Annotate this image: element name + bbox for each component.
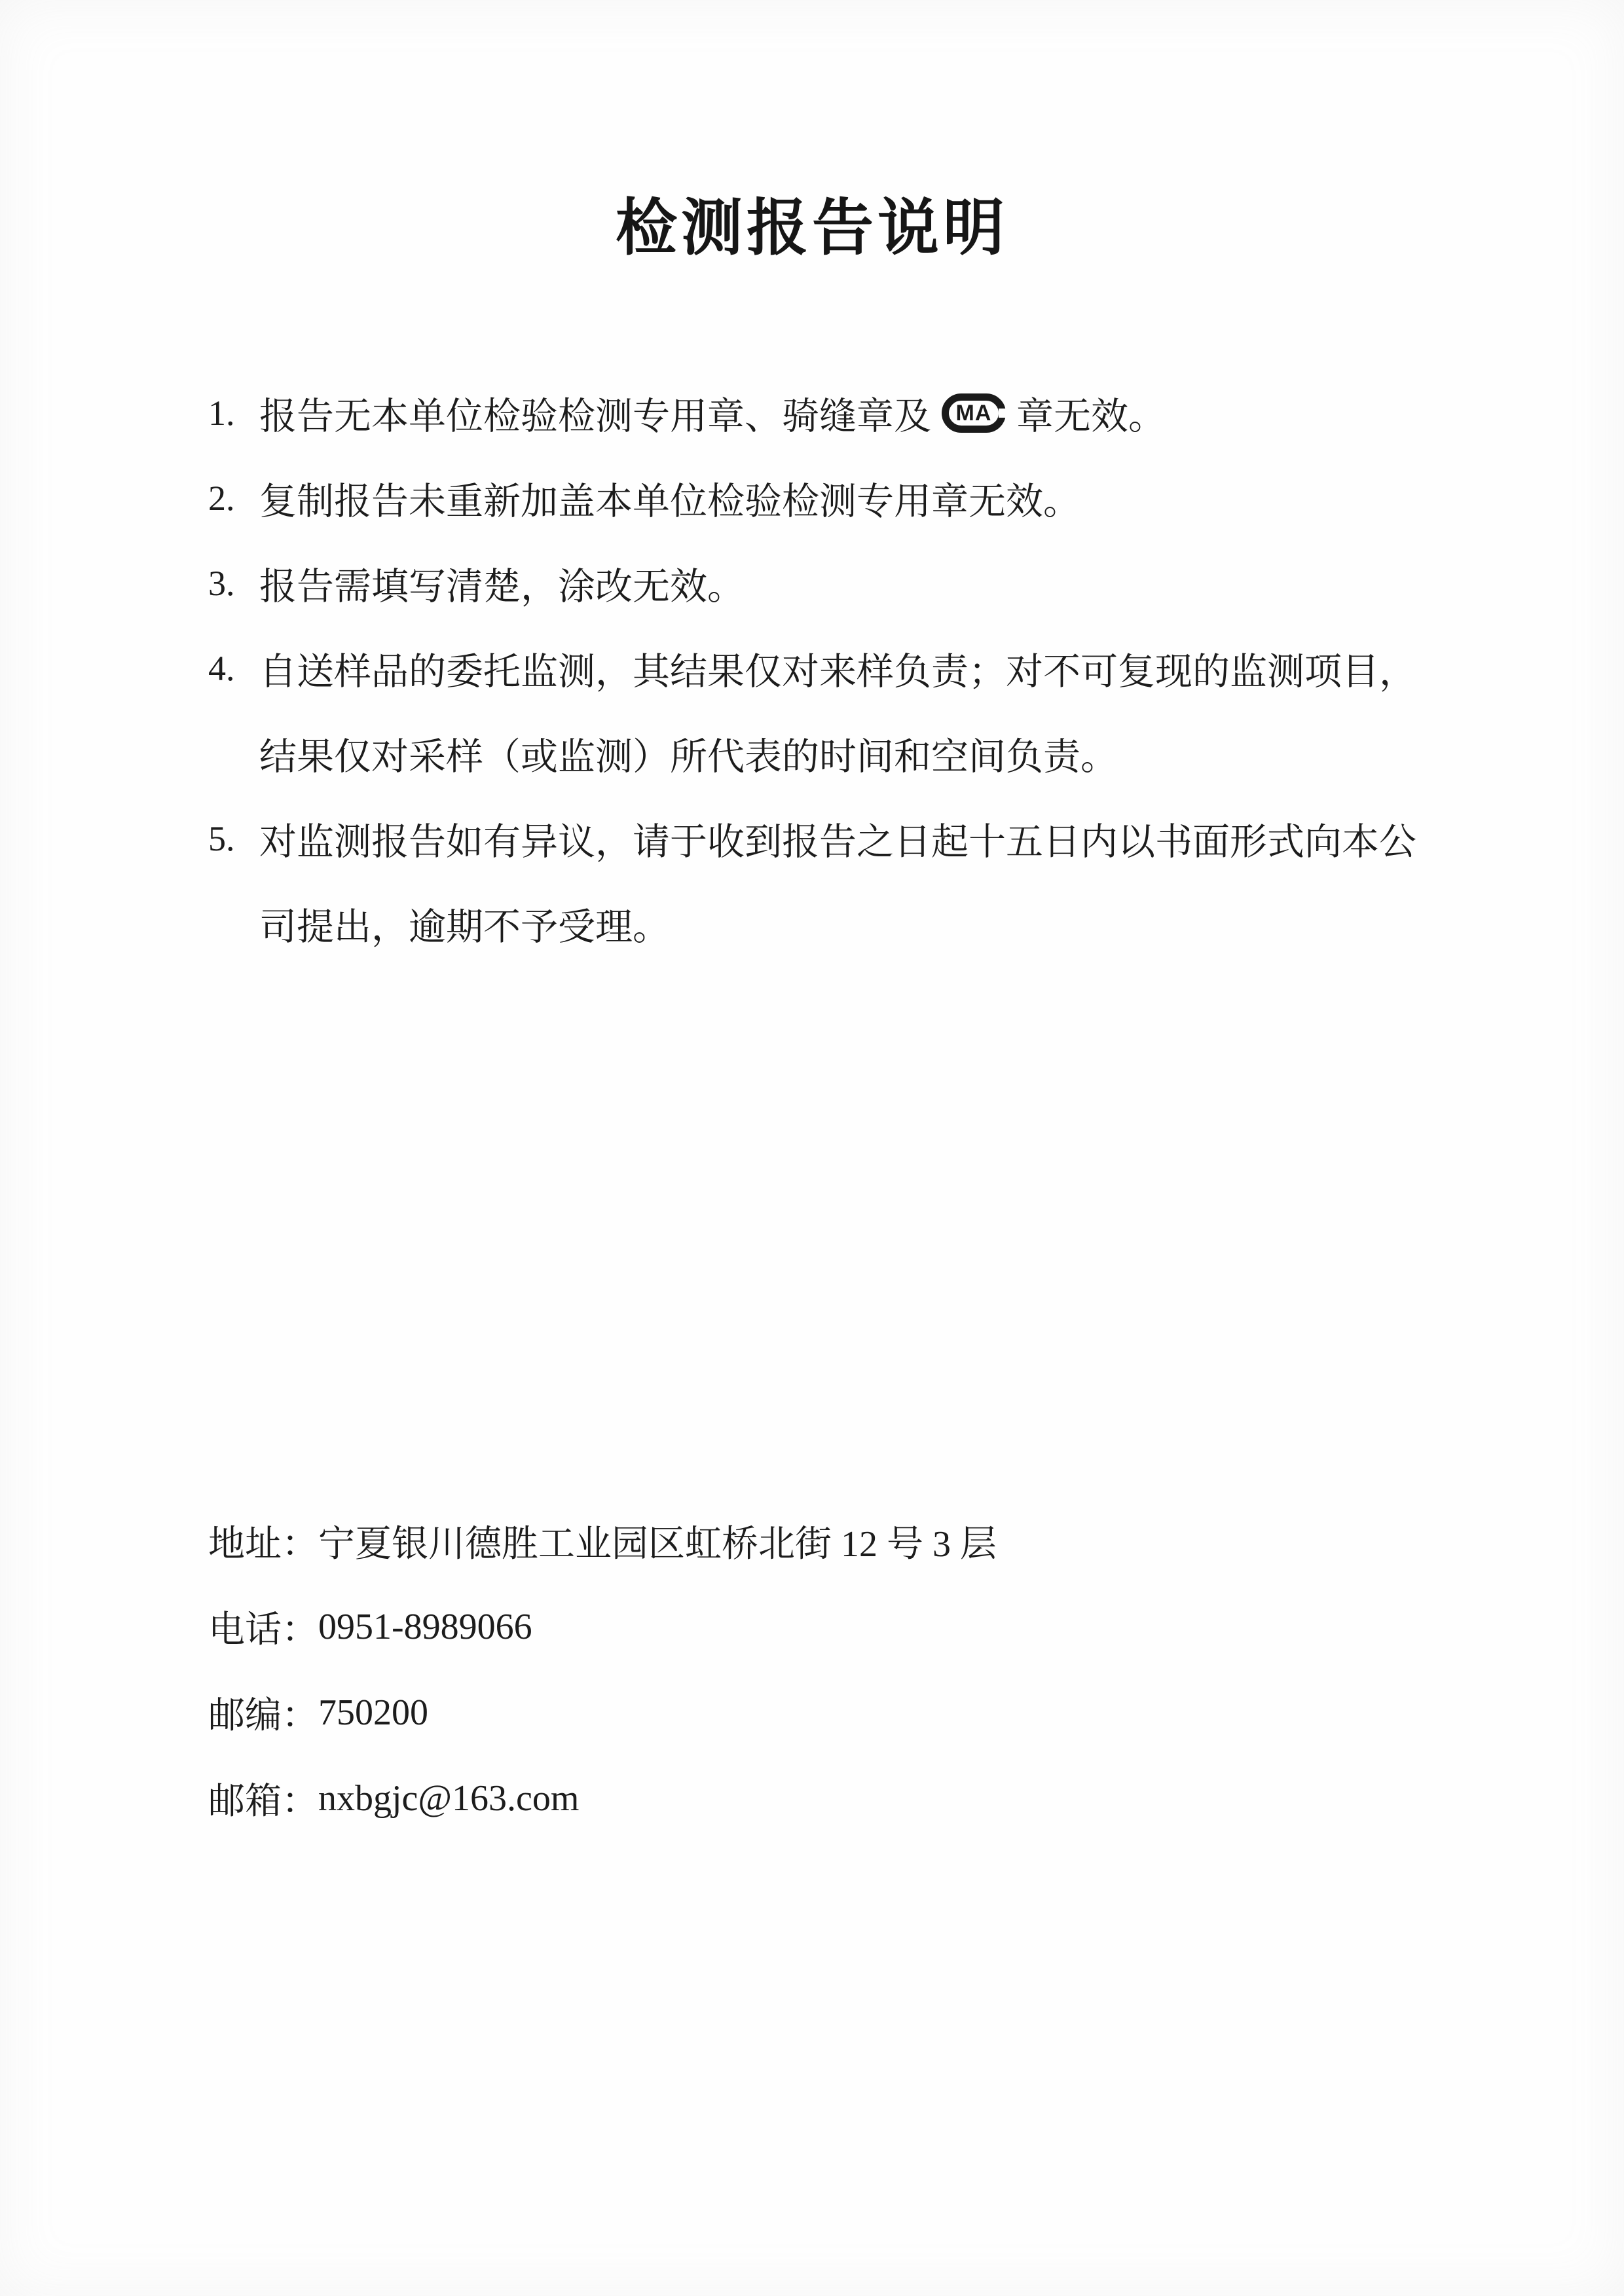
note-item-3 [208, 541, 1466, 626]
contact-label: 电话： [208, 1609, 318, 1650]
note-item-5 [208, 796, 1466, 881]
note-item-4-continued [208, 711, 1466, 796]
contact-postal-code [208, 1669, 997, 1755]
cma-mark-label: MA [955, 401, 992, 426]
notes-list [208, 371, 1466, 966]
note-text: 自送样品的委托监测，其结果仅对来样负责；对不可复现的监测项目， [259, 651, 1416, 693]
contact-address [208, 1498, 997, 1584]
cma-mark-icon [942, 393, 1006, 433]
note-text: 章无效。 [1016, 396, 1166, 437]
contact-block [208, 1498, 997, 1841]
contact-value: 宁夏银川德胜工业园区虹桥北街 12 号 3 层 [318, 1523, 997, 1565]
contact-email [208, 1755, 997, 1841]
contact-label: 地址： [208, 1523, 318, 1565]
note-text: 结果仅对采样（或监测）所代表的时间和空间负责。 [259, 737, 1118, 778]
note-text: 司提出，逾期不予受理。 [259, 907, 670, 948]
note-item-2 [208, 456, 1466, 541]
contact-phone [208, 1584, 997, 1669]
note-text: 报告无本单位检验检测专用章、骑缝章及 [259, 396, 931, 437]
note-number: 5. [208, 819, 235, 858]
contact-value: 0951-8989066 [318, 1606, 532, 1647]
note-item-4 [208, 626, 1466, 711]
contact-label: 邮编： [208, 1695, 318, 1736]
note-number: 4. [208, 649, 235, 688]
contact-label: 邮箱： [208, 1781, 318, 1822]
note-number: 2. [208, 479, 235, 518]
page-title: 检测报告说明 [615, 193, 1008, 262]
note-number: 1. [208, 393, 235, 433]
note-number: 3. [208, 564, 235, 603]
note-text: 复制报告未重新加盖本单位检验检测专用章无效。 [259, 481, 1080, 522]
note-item-1 [208, 371, 1466, 456]
note-item-5-continued [208, 881, 1466, 966]
contact-value: nxbgjc@163.com [318, 1777, 580, 1819]
note-text: 对监测报告如有异议，请于收到报告之日起十五日内以书面形式向本公 [259, 822, 1416, 863]
note-text: 报告需填写清楚，涂改无效。 [259, 566, 745, 608]
contact-value: 750200 [318, 1692, 428, 1733]
